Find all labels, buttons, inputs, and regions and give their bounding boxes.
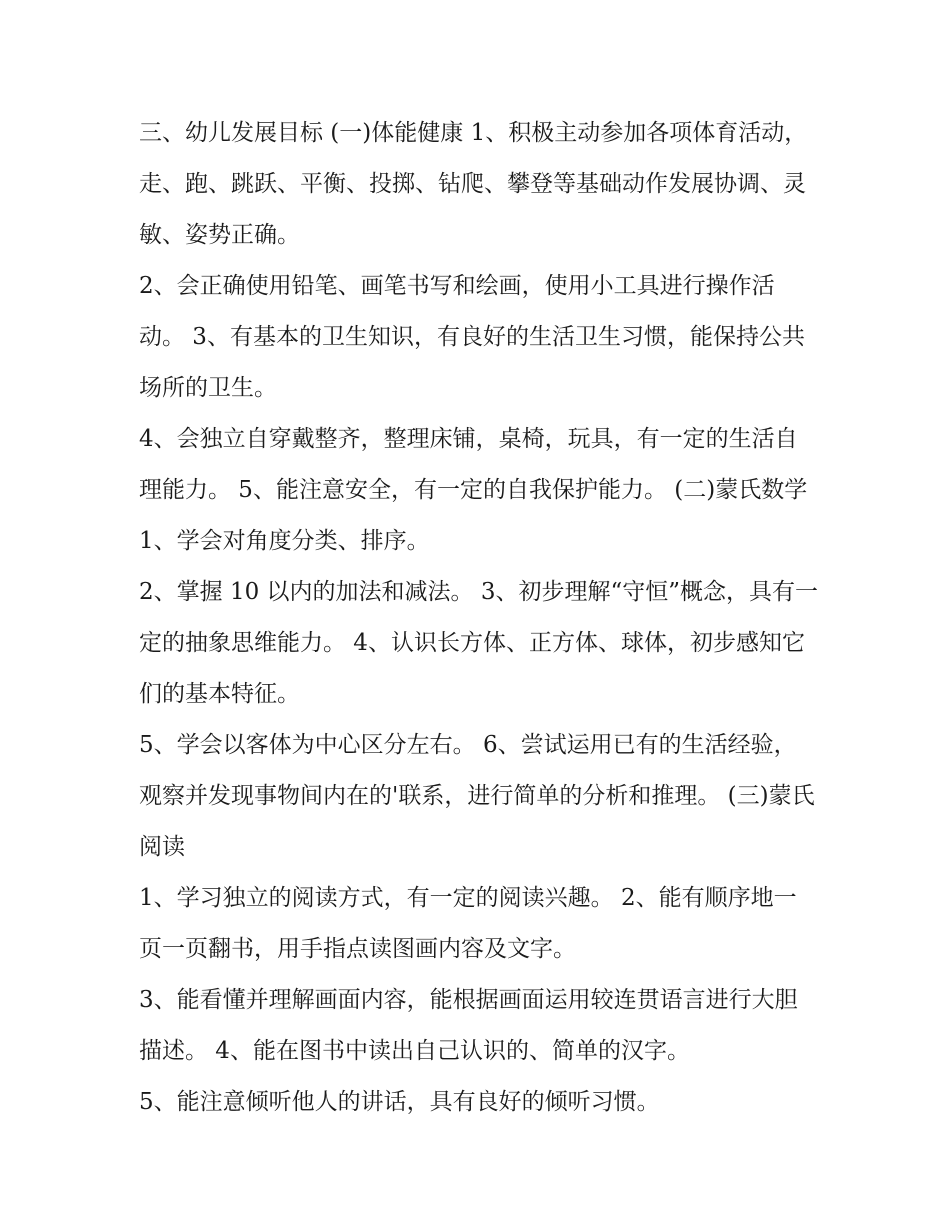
paragraph-self-care-math: 4、会独立自穿戴整齐，整理床铺，桌椅，玩具，有一定的生活自理能力。 5、能注意安全，有一定的自我保护能力。 (二)蒙氏数学 1、学会对角度分类、排序。 xyxy=(139,426,808,554)
paragraph-spatial-reading: 5、学会以客体为中心区分左右。 6、尝试运用已有的生活经验，观察并发现事物间内在的'联系，进行简单的分析和推理。 (三)蒙氏阅读 xyxy=(139,732,815,860)
paragraph-reading-habits: 1、学习独立的阅读方式，有一定的阅读兴趣。 2、能有顺序地一页一页翻书，用手指点读图画内容及文字。 xyxy=(139,885,797,962)
paragraph-tools-hygiene: 2、会正确使用铅笔、画笔书写和绘画，使用小工具进行操作活动。 3、有基本的卫生知识，有良好的生活卫生习惯，能保持公共场所的卫生。 xyxy=(139,273,805,401)
paragraph-listening: 5、能注意倾听他人的讲话，具有良好的倾听习惯。 xyxy=(139,1089,660,1115)
paragraph-math-concepts: 2、掌握 10 以内的加法和减法。 3、初步理解“守恒”概念，具有一定的抽象思维能力。 4、认识长方体、正方体、球体，初步感知它们的基本特征。 xyxy=(139,579,818,707)
paragraph-physical-health: 三、幼儿发展目标 (一)体能健康 1、积极主动参加各项体育活动，走、跑、跳跃、平衡、投掷、钻爬、攀登等基础动作发展协调、灵敏、姿势正确。 xyxy=(139,120,808,248)
paragraph-reading-comprehension: 3、能看懂并理解画面内容，能根据画面运用较连贯语言进行大胆描述。 4、能在图书中读出自己认识的、简单的汉字。 xyxy=(139,987,798,1064)
document-body xyxy=(139,108,819,1128)
